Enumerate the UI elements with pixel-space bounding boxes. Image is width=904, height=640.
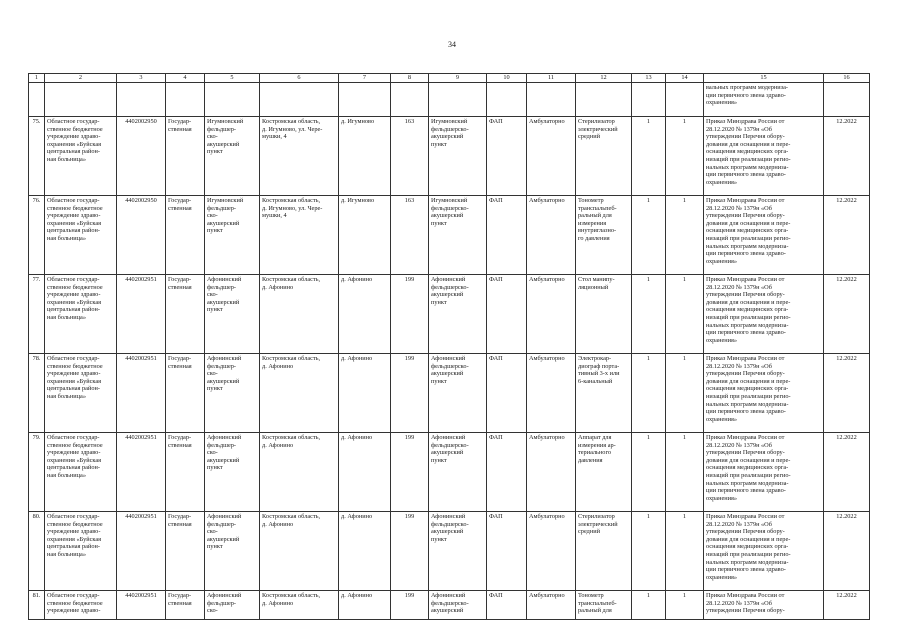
care-type-cell: Амбулаторно xyxy=(527,354,576,433)
column-number-3: 3 xyxy=(117,74,166,83)
inn-cell: 4402002950 xyxy=(117,117,166,196)
quantity-cell: 1 xyxy=(632,196,666,275)
settlement-cell: д. Афонино xyxy=(339,433,391,512)
ownership-type-cell: Государ- ственная xyxy=(166,117,205,196)
inn-cell: 4402002950 xyxy=(117,196,166,275)
row-number-cell: 76. xyxy=(29,196,45,275)
quantity-delivered-cell: 1 xyxy=(666,512,704,591)
facility-kind-cell: ФАП xyxy=(487,591,527,620)
column-number-6: 6 xyxy=(260,74,339,83)
equipment-cell: Электрокар- диограф порта- тивный 3-х или 6-канальный xyxy=(576,354,632,433)
equipment-register-table xyxy=(28,73,870,620)
column-number-2: 2 xyxy=(45,74,117,83)
inn-cell: 4402002951 xyxy=(117,433,166,512)
continuation-order-cell: вальных программ модерниза- ции первичного звена здраво- охранения» xyxy=(704,83,824,117)
deadline-cell: 12.2022 xyxy=(824,433,870,512)
unit-name-cell: Афонинский фельдшер- ско- xyxy=(205,591,260,620)
column-number-8: 8 xyxy=(391,74,429,83)
ownership-type-cell: Государ- ственная xyxy=(166,196,205,275)
quantity-cell: 1 xyxy=(632,275,666,354)
inn-cell: 4402002951 xyxy=(117,591,166,620)
address-cell: Костромская область, д. Афонино xyxy=(260,512,339,591)
column-number-4: 4 xyxy=(166,74,205,83)
population-cell: 199 xyxy=(391,591,429,620)
facility-kind-cell: ФАП xyxy=(487,354,527,433)
settlement-cell: д. Игумново xyxy=(339,196,391,275)
organization-cell: Областное государ- ственное бюджетное учреждение здраво- охранения «Буйская центральная район- ная больница» xyxy=(45,512,117,591)
regulation-cell: Приказ Минздрава России от 28.12.2020 № 1379н «Об утверждении Перечня обору- дования для оснащения и пере- оснащения медицинских орга- низаций при реализации регио- нальных программ модерниза- ции первичного звена здраво- охранения» xyxy=(704,354,824,433)
unit-name-cell: Афонинский фельдшер- ско- акушерский пункт xyxy=(205,512,260,591)
deadline-cell: 12.2022 xyxy=(824,354,870,433)
regulation-cell: Приказ Минздрава России от 28.12.2020 № 1379н «Об утверждении Перечня обору- дования для оснащения и пере- оснащения медицинских орга- низаций при реализации регио- нальных программ модерниза- ции первичного звена здраво- охранения» xyxy=(704,275,824,354)
table-row xyxy=(29,196,870,275)
equipment-cell: Тонометр транспальпеб- ральный для измерения внутриглазно- го давления xyxy=(576,196,632,275)
deadline-cell: 12.2022 xyxy=(824,275,870,354)
column-number-14: 14 xyxy=(666,74,704,83)
column-number-5: 5 xyxy=(205,74,260,83)
column-number-9: 9 xyxy=(429,74,487,83)
facility-kind-cell: ФАП xyxy=(487,512,527,591)
facility-kind-cell: ФАП xyxy=(487,196,527,275)
table-row xyxy=(29,433,870,512)
population-cell: 199 xyxy=(391,275,429,354)
address-cell: Костромская область, д. Афонино xyxy=(260,275,339,354)
settlement-cell: д. Афонино xyxy=(339,512,391,591)
population-cell: 199 xyxy=(391,354,429,433)
ownership-type-cell: Государ- ственная xyxy=(166,275,205,354)
deadline-cell: 12.2022 xyxy=(824,512,870,591)
column-number-7: 7 xyxy=(339,74,391,83)
facility-cell: Афонинский фельдшерско- акушерский пункт xyxy=(429,433,487,512)
population-cell: 163 xyxy=(391,117,429,196)
ownership-type-cell: Государ- ственная xyxy=(166,354,205,433)
care-type-cell: Амбулаторно xyxy=(527,275,576,354)
quantity-delivered-cell: 1 xyxy=(666,275,704,354)
quantity-cell: 1 xyxy=(632,354,666,433)
ownership-type-cell: Государ- ственная xyxy=(166,591,205,620)
quantity-cell: 1 xyxy=(632,512,666,591)
ownership-type-cell: Государ- ственная xyxy=(166,433,205,512)
care-type-cell: Амбулаторно xyxy=(527,196,576,275)
deadline-cell: 12.2022 xyxy=(824,591,870,620)
table-row xyxy=(29,275,870,354)
organization-cell: Областное государ- ственное бюджетное учреждение здраво- охранения «Буйская центральная район- ная больница» xyxy=(45,275,117,354)
unit-name-cell: Игумновский фельдшер- ско- акушерский пункт xyxy=(205,117,260,196)
unit-name-cell: Игумновский фельдшер- ско- акушерский пункт xyxy=(205,196,260,275)
population-cell: 199 xyxy=(391,433,429,512)
address-cell: Костромская область, д. Афонино xyxy=(260,354,339,433)
equipment-cell: Стол манипу- ляционный xyxy=(576,275,632,354)
quantity-delivered-cell: 1 xyxy=(666,196,704,275)
care-type-cell: Амбулаторно xyxy=(527,117,576,196)
quantity-cell: 1 xyxy=(632,117,666,196)
unit-name-cell: Афонинский фельдшер- ско- акушерский пункт xyxy=(205,275,260,354)
deadline-cell: 12.2022 xyxy=(824,117,870,196)
settlement-cell: д. Афонино xyxy=(339,354,391,433)
ownership-type-cell: Государ- ственная xyxy=(166,512,205,591)
regulation-cell: Приказ Минздрава России от 28.12.2020 № 1379н «Об утверждении Перечня обору- дования для оснащения и пере- оснащения медицинских орга- низаций при реализации регио- нальных программ модерниза- ции первичного звена здраво- охранения» xyxy=(704,512,824,591)
address-cell: Костромская область, д. Игумново, ул. Чере- мушки, 4 xyxy=(260,196,339,275)
table-row xyxy=(29,117,870,196)
column-number-12: 12 xyxy=(576,74,632,83)
row-number-cell: 81. xyxy=(29,591,45,620)
quantity-cell: 1 xyxy=(632,591,666,620)
population-cell: 199 xyxy=(391,512,429,591)
settlement-cell: д. Афонино xyxy=(339,275,391,354)
care-type-cell: Амбулаторно xyxy=(527,591,576,620)
column-number-1: 1 xyxy=(29,74,45,83)
quantity-delivered-cell: 1 xyxy=(666,433,704,512)
facility-kind-cell: ФАП xyxy=(487,117,527,196)
quantity-cell: 1 xyxy=(632,433,666,512)
care-type-cell: Амбулаторно xyxy=(527,512,576,591)
row-number-cell: 80. xyxy=(29,512,45,591)
address-cell: Костромская область, д. Афонино xyxy=(260,433,339,512)
settlement-cell: д. Игумново xyxy=(339,117,391,196)
care-type-cell: Амбулаторно xyxy=(527,433,576,512)
quantity-delivered-cell: 1 xyxy=(666,591,704,620)
column-number-row xyxy=(29,74,870,83)
table-row xyxy=(29,591,870,620)
settlement-cell: д. Афонино xyxy=(339,591,391,620)
facility-kind-cell: ФАП xyxy=(487,275,527,354)
row-number-cell: 79. xyxy=(29,433,45,512)
quantity-delivered-cell: 1 xyxy=(666,354,704,433)
facility-cell: Афонинский фельдшерско- акушерский xyxy=(429,591,487,620)
inn-cell: 4402002951 xyxy=(117,512,166,591)
equipment-cell: Стерилизатор электрический средний xyxy=(576,512,632,591)
organization-cell: Областное государ- ственное бюджетное учреждение здраво- охранения «Буйская центральная район- ная больница» xyxy=(45,196,117,275)
quantity-delivered-cell: 1 xyxy=(666,117,704,196)
regulation-cell: Приказ Минздрава России от 28.12.2020 № 1379н «Об утверждении Перечня обору- дования для оснащения и пере- оснащения медицинских орга- низаций при реализации регио- нальных программ модерниза- ции первичного звена здраво- охранения» xyxy=(704,117,824,196)
page-number: 34 xyxy=(448,40,456,49)
deadline-cell: 12.2022 xyxy=(824,196,870,275)
unit-name-cell: Афонинский фельдшер- ско- акушерский пункт xyxy=(205,433,260,512)
organization-cell: Областное государ- ственное бюджетное учреждение здраво- xyxy=(45,591,117,620)
address-cell: Костромская область, д. Игумново, ул. Чере- мушки, 4 xyxy=(260,117,339,196)
regulation-cell: Приказ Минздрава России от 28.12.2020 № 1379н «Об утверждении Перечня обору- xyxy=(704,591,824,620)
column-number-10: 10 xyxy=(487,74,527,83)
row-number-cell: 77. xyxy=(29,275,45,354)
organization-cell: Областное государ- ственное бюджетное учреждение здраво- охранения «Буйская центральная район- ная больница» xyxy=(45,354,117,433)
regulation-cell: Приказ Минздрава России от 28.12.2020 № 1379н «Об утверждении Перечня обору- дования для оснащения и пере- оснащения медицинских орга- низаций при реализации регио- нальных программ модерниза- ции первичного звена здраво- охранения» xyxy=(704,433,824,512)
row-number-cell: 75. xyxy=(29,117,45,196)
table-row xyxy=(29,512,870,591)
column-number-11: 11 xyxy=(527,74,576,83)
equipment-cell: Стерилизатор электрический средний xyxy=(576,117,632,196)
organization-cell: Областное государ- ственное бюджетное учреждение здраво- охранения «Буйская центральная район- ная больница» xyxy=(45,117,117,196)
regulation-cell: Приказ Минздрава России от 28.12.2020 № 1379н «Об утверждении Перечня обору- дования для оснащения и пере- оснащения медицинских орга- низаций при реализации регио- нальных программ модерниза- ции первичного звена здраво- охранения» xyxy=(704,196,824,275)
facility-cell: Игумновский фельдшерско- акушерский пункт xyxy=(429,117,487,196)
facility-cell: Афонинский фельдшерско- акушерский пункт xyxy=(429,354,487,433)
table-row xyxy=(29,354,870,433)
unit-name-cell: Афонинский фельдшер- ско- акушерский пункт xyxy=(205,354,260,433)
column-number-15: 15 xyxy=(704,74,824,83)
column-number-16: 16 xyxy=(824,74,870,83)
continuation-row xyxy=(29,83,870,117)
address-cell: Костромская область, д. Афонино xyxy=(260,591,339,620)
population-cell: 163 xyxy=(391,196,429,275)
equipment-cell: Аппарат для измерения ар- териального давления xyxy=(576,433,632,512)
inn-cell: 4402002951 xyxy=(117,275,166,354)
row-number-cell: 78. xyxy=(29,354,45,433)
facility-cell: Афонинский фельдшерско- акушерский пункт xyxy=(429,512,487,591)
facility-cell: Игумновский фельдшерско- акушерский пункт xyxy=(429,196,487,275)
equipment-cell: Тонометр транспальпеб- ральный для xyxy=(576,591,632,620)
inn-cell: 4402002951 xyxy=(117,354,166,433)
facility-kind-cell: ФАП xyxy=(487,433,527,512)
facility-cell: Афонинский фельдшерско- акушерский пункт xyxy=(429,275,487,354)
column-number-13: 13 xyxy=(632,74,666,83)
organization-cell: Областное государ- ственное бюджетное учреждение здраво- охранения «Буйская центральная район- ная больница» xyxy=(45,433,117,512)
